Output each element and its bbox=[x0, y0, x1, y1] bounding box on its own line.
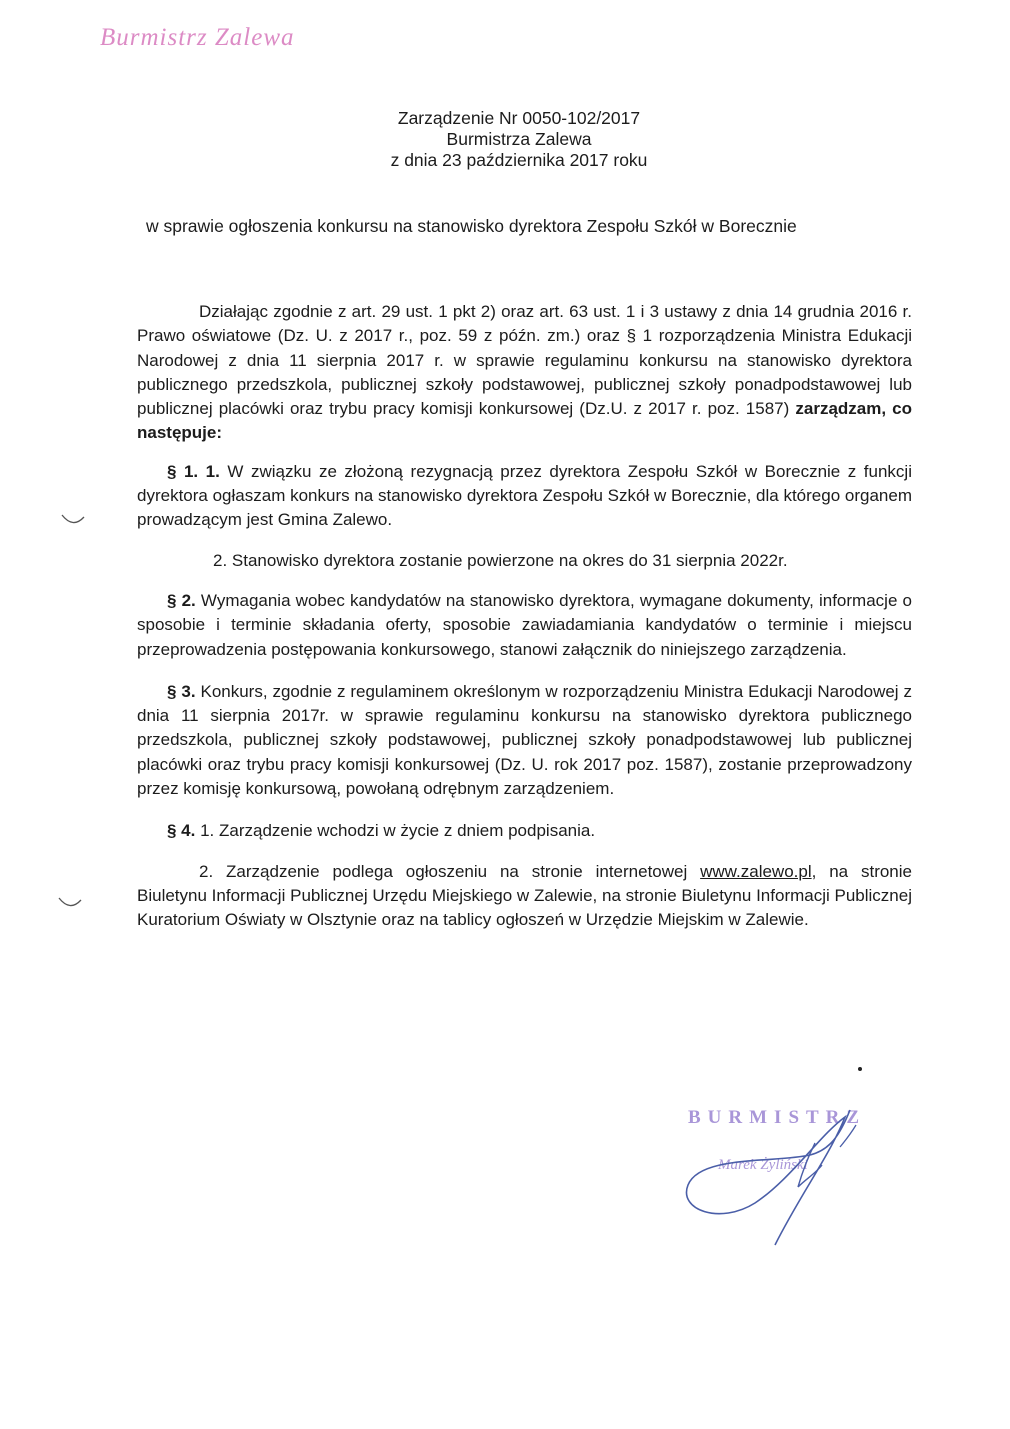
signature-stamp bbox=[680, 1095, 880, 1255]
document-subject: w sprawie ogłoszenia konkursu na stanowisko dyrektora Zespołu Szkół w Borecznie bbox=[146, 216, 797, 236]
section-1-paragraph bbox=[137, 460, 912, 533]
section-4-point-2 bbox=[137, 860, 912, 933]
section-4-marker: § 4. bbox=[167, 821, 196, 841]
section-1-marker: § 1. 1. bbox=[167, 461, 220, 481]
ink-dot bbox=[858, 1067, 862, 1071]
section-4-point-2-post: , na stronie Biuletynu Informacji Publicznej Urzędu Miejskiego w Zalewie, na stronie Biuletynu Informacji Publicznej Kuratorium Oświaty w Olsztynie oraz na tablicy ogłoszeń w Urzędzie Miejskim w Zalewie. bbox=[137, 861, 912, 930]
intro-bold: zarządzam, co następuje: bbox=[137, 399, 913, 443]
section-4-paragraph bbox=[137, 819, 912, 843]
section-4-text: 1. Zarządzenie wchodzi w życie z dniem podpisania. bbox=[195, 821, 596, 841]
document-date: z dnia 23 października 2017 roku bbox=[390, 150, 648, 170]
website-link[interactable]: www.zalewo.pl bbox=[700, 861, 812, 881]
punch-hole-mark-icon bbox=[60, 513, 86, 527]
document-issuer: Burmistrza Zalewa bbox=[446, 129, 592, 149]
section-2-marker: § 2. bbox=[167, 590, 196, 610]
section-1-point-2: 2. Stanowisko dyrektora zostanie powierzone na okres do 31 sierpnia 2022r. bbox=[213, 550, 788, 570]
header-stamp: Burmistrz Zalewa bbox=[100, 24, 295, 51]
stamp-title: BURMISTRZ bbox=[688, 1107, 867, 1128]
stamp-name: Marek Żyliński bbox=[718, 1157, 808, 1173]
punch-hole-mark-icon bbox=[57, 896, 83, 910]
section-3-paragraph bbox=[137, 680, 912, 801]
section-2-paragraph bbox=[137, 589, 912, 662]
section-3-text: Konkurs, zgodnie z regulaminem określonym w rozporządzeniu Ministra Edukacji Narodowej z dnia 11 sierpnia 2017r. w sprawie regulaminu konkursu na stanowisko dyrektora publicznego przedszkola, publicznej szkoły podstawowej, publicznej szkoły ponadpodstawowej lub publicznej placówki oraz trybu pracy komisji konkursowej (Dz. U. rok 2017 poz. 1587), zostanie przeprowadzony przez komisję konkursową, powołaną odrębnym zarządzeniem. bbox=[137, 681, 912, 799]
section-3-marker: § 3. bbox=[167, 681, 196, 701]
intro-text: Działając zgodnie z art. 29 ust. 1 pkt 2) oraz art. 63 ust. 1 i 3 ustawy z dnia 14 grudnia 2016 r. Prawo oświatowe (Dz. U. z 2017 r., poz. 59 z późn. zm.) oraz § 1 rozporządzenia Ministra Edukacji Narodowej z dnia 11 sierpnia 2017 r. w sprawie regulaminu konkursu na stanowisko dyrektora publicznego przedszkola, publicznej szkoły podstawowej, publicznej szkoły ponadpodstawowej lub publicznej placówki oraz trybu pracy komisji konkursowej (Dz.U. z 2017 r. poz. 1587) bbox=[137, 302, 912, 419]
document-body bbox=[137, 300, 912, 933]
section-2-text: Wymagania wobec kandydatów na stanowisko dyrektora, wymagane dokumenty, informacje o sposobie i terminie składania oferty, sposobie zawiadamiania kandydatów o terminie i miejscu przeprowadzenia postępowania konkursowego, stanowi załącznik do niniejszego zarządzenia. bbox=[137, 590, 912, 659]
intro-paragraph bbox=[137, 300, 912, 446]
section-4-point-2-pre: 2. Zarządzenie podlega ogłoszeniu na stronie internetowej bbox=[199, 861, 701, 881]
document-title: Zarządzenie Nr 0050-102/2017 bbox=[397, 108, 641, 128]
section-1-text: W związku ze złożoną rezygnacją przez dyrektora Zespołu Szkół w Borecznie z funkcji dyrektora ogłaszam konkurs na stanowisko dyrektora Zespołu Szkół w Borecznie, dla którego organem prowadzącym jest Gmina Zalewo. bbox=[137, 461, 912, 530]
handwritten-signature-icon bbox=[680, 1095, 880, 1255]
document-header bbox=[0, 108, 1010, 171]
